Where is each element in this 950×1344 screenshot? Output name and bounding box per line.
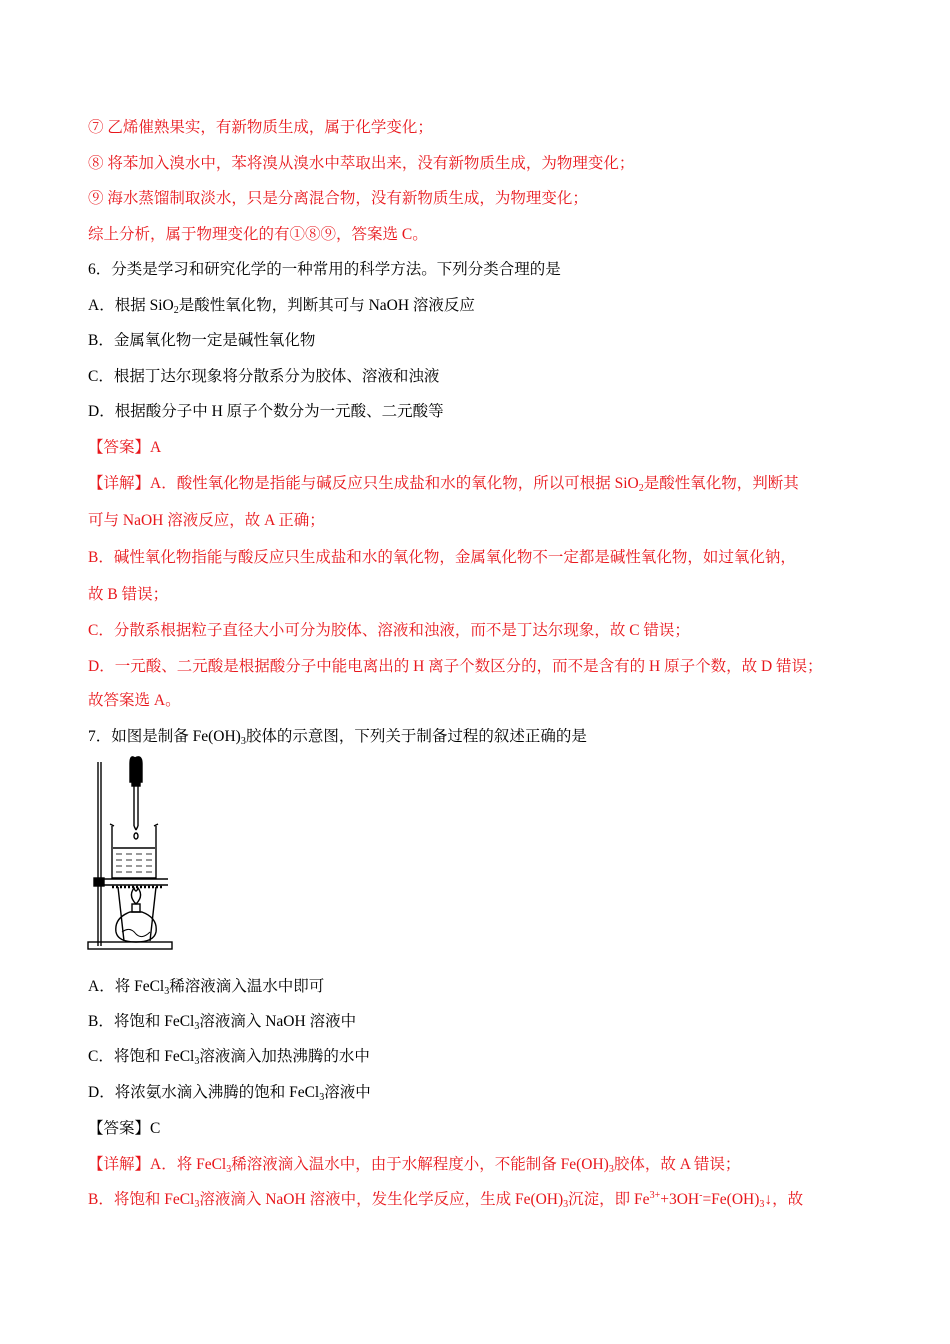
explanation-item-8: ⑧ 将苯加入溴水中，苯将溴从溴水中萃取出来，没有新物质生成，为物理变化； [88, 155, 635, 172]
apparatus-figure [86, 756, 181, 954]
q6-detail-5: C．分散系根据粒子直径大小可分为胶体、溶液和浊液，而不是丁达尔现象，故 C 错误； [88, 622, 690, 639]
lamp-wick-holder [132, 904, 140, 912]
q7-option-d: D．将浓氨水滴入沸腾的饱和 FeCl$_3$溶液中 [88, 1084, 371, 1103]
q7-option-b: B．将饱和 FeCl$_3$溶液滴入 NaOH 溶液中 [88, 1013, 357, 1032]
q7-stem: 7．如图是制备 $Fe(OH)_3$胶体的示意图，下列关于制备过程的叙述正确的是 [88, 728, 587, 747]
explanation-item-7: ⑦ 乙烯催熟果实，有新物质生成，属于化学变化； [88, 119, 433, 136]
q6-detail-3: B．碱性氧化物指能与酸反应只生成盐和水的氧化物，金属氧化物不一定都是碱性氧化物，如过氧化钠， [88, 549, 796, 566]
flame [131, 888, 140, 904]
stand-clamp [94, 878, 104, 886]
q6-stem: 6．分类是学习和研究化学的一种常用的科学方法。下列分类合理的是 [88, 261, 561, 278]
q6-option-d: D．根据酸分子中 H 原子个数分为一元酸、二元酸等 [88, 403, 444, 420]
q6-answer: 【答案】A [88, 439, 162, 456]
q6-detail-7: 故答案选 A。 [88, 692, 181, 709]
explanation-summary: 综上分析，属于物理变化的有①⑧⑨，答案选 C。 [88, 226, 428, 243]
q6-detail-1: 【详解】A．酸性氧化物是指能与碱反应只生成盐和水的氧化物，所以可根据 SiO$_2$是酸性氧化物，判断其 [88, 475, 799, 494]
q6-option-b: B．金属氧化物一定是碱性氧化物 [88, 332, 316, 349]
q6-detail-2: 可与 NaOH 溶液反应，故 A 正确； [88, 512, 325, 529]
dropper-bulb [130, 757, 142, 782]
q7-answer: 【答案】C [88, 1120, 161, 1137]
droplet [134, 833, 138, 839]
q7-detail-1: 【详解】A．将 FeCl$_3$稀溶液滴入温水中，由于水解程度小，不能制备 $Fe(OH)_3$胶体，故 A 错误； [88, 1156, 741, 1175]
q7-option-a: A．将 FeCl$_3$稀溶液滴入温水中即可 [88, 978, 325, 997]
explanation-item-9: ⑨ 海水蒸馏制取淡水，只是分离混合物，没有新物质生成，为物理变化； [88, 190, 588, 207]
q6-detail-4: 故 B 错误； [88, 586, 169, 603]
q6-option-a: A．根据 SiO$_2$是酸性氧化物，判断其可与 NaOH 溶液反应 [88, 297, 475, 316]
q6-option-c: C．根据丁达尔现象将分散系分为胶体、溶液和浊液 [88, 368, 440, 385]
q7-detail-2: B．将饱和 FeCl$_3$溶液滴入 NaOH 溶液中，发生化学反应，生成 $Fe(OH)_3$沉淀，即 $Fe^{3+}+3OH^-=Fe(OH)_3↓$，故 [88, 1190, 804, 1210]
q6-detail-6: D．一元酸、二元酸是根据酸分子中能电离出的 H 离子个数区分的，而不是含有的 H 原子个数，故 D 错误； [88, 658, 823, 675]
q7-option-c: C．将饱和 FeCl$_3$溶液滴入加热沸腾的水中 [88, 1048, 370, 1067]
